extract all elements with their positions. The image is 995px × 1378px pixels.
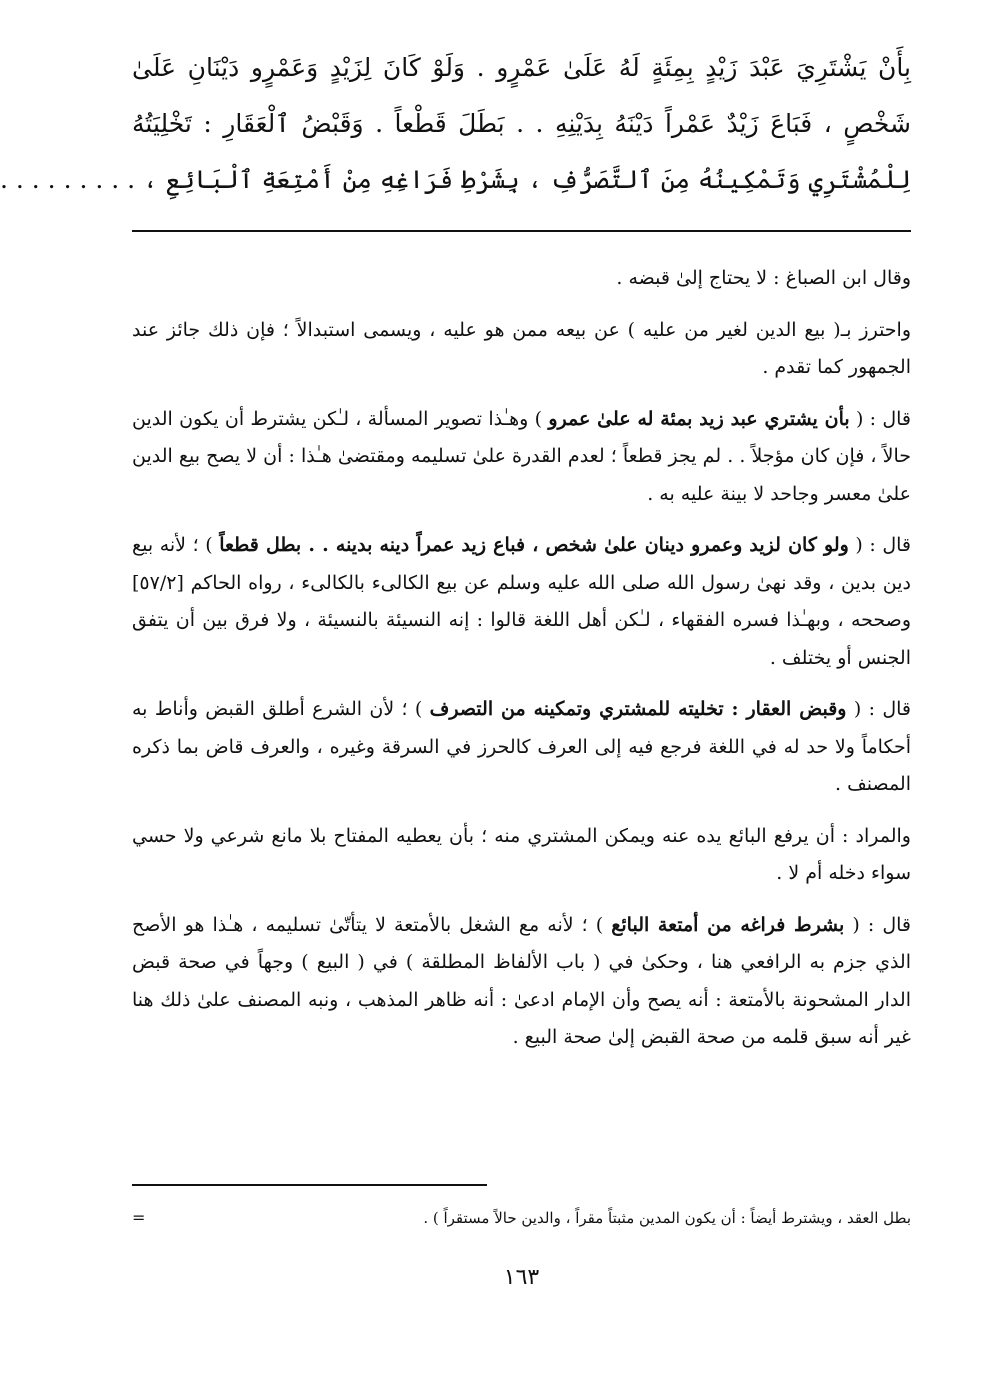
quote-lead: قال : ( bbox=[844, 913, 912, 936]
commentary-text: ) ؛ لأنه بيع دين بدين ، وقد نهىٰ رسول الله صلى الله عليه وسلم عن بيع الكالىء بالكالىء ، رواه الحاكم [٥٧/٢] وصححه ، وبهـٰذا فسره الفقهاء ، لـٰكن أهل اللغة قالوا : إنه النسيئة بالنسيئة ، ولا فرق بين أن يتفق الجنس أو يختلف . bbox=[132, 534, 911, 669]
sharh-paragraph-3 bbox=[132, 401, 911, 514]
sharh-paragraph-1 bbox=[132, 260, 911, 298]
footnote-text: بطل العقد ، ويشترط أيضاً : أن يكون المدين مثبتاً مقراً ، والدين حالاً مستقراً ) . bbox=[423, 1209, 911, 1227]
commentary-text: ) ؛ لأنه مع الشغل بالأمتعة لا يتأتّىٰ تسليمه ، هـٰذا هو الأصح الذي جزم به الرافعي هنا ، وحكىٰ في ( باب الألفاظ المطلقة ) في ( البيع ) وجهاً في صحة قبض الدار المشحونة بالأمتعة : أنه يصح وأن الإمام ادعىٰ : أنه ظاهر المذهب ، ونبه المصنف علىٰ ذلك هنا غير أنه سبق قلمه من صحة القبض إلىٰ صحة البيع . bbox=[132, 913, 911, 1048]
matn-quote: ولو كان لزيد وعمرو دينان علىٰ شخص ، فباع زيد عمراً دينه بدينه . . بطل قطعاً bbox=[219, 534, 849, 556]
sharh-paragraph-1-text: وقال ابن الصباغ : لا يحتاج إلىٰ قبضه . bbox=[616, 267, 911, 289]
matn-line-1: بِأَنْ يَشْتَرِيَ عَبْدَ زَيْدٍ بِمِئَةٍ لَهُ عَلَىٰ عَمْرٍو . وَلَوْ كَانَ لِزَيْدٍ وَعَمْرٍو دَيْنَانِ عَلَىٰ bbox=[132, 53, 911, 82]
sharh-paragraph-2-text: واحترز بـ( بيع الدين لغير من عليه ) عن بيعه ممن هو عليه ، ويسمى استبدالاً ؛ فإن ذلك جائز عند الجمهور كما تقدم . bbox=[132, 318, 911, 378]
matn-text bbox=[0, 40, 911, 208]
sharh-paragraph-6 bbox=[132, 818, 911, 893]
quote-lead: قال : ( bbox=[849, 407, 912, 430]
matn-separator-rule bbox=[132, 230, 911, 232]
sharh-paragraph-4 bbox=[132, 527, 911, 677]
footnote-separator-rule bbox=[132, 1184, 487, 1186]
page-content bbox=[0, 40, 912, 1071]
matn-quote: بأن يشتري عبد زيد بمئة له علىٰ عمرو bbox=[548, 407, 850, 430]
commentary-text: ) وهـٰذا تصوير المسألة ، لـٰكن يشترط أن يكون الدين حالاً ، فإن كان مؤجلاً . . لم يجز قطعاً ؛ لعدم القدرة علىٰ تسليمه ومقتضىٰ هـٰذا : أن لا يصح بيع الدين علىٰ معسر وجاحد لا بينة عليه به . bbox=[132, 407, 911, 505]
matn-quote: وقبض العقار : تخليته للمشتري وتمكينه من التصرف bbox=[429, 698, 847, 720]
quote-lead: قال : ( bbox=[848, 534, 912, 556]
page-number: ١٦٣ bbox=[503, 1265, 540, 1290]
sharh-paragraph-2 bbox=[132, 312, 911, 387]
matn-line-2: شَخْصٍ ، فَبَاعَ زَيْدٌ عَمْراً دَيْنَهُ بِدَيْنِهِ . . بَطَلَ قَطْعاً . وَقَبْضُ ٱلْعَقَارِ : تَخْلِيَتُهُ bbox=[132, 109, 911, 138]
footnote bbox=[132, 1206, 911, 1230]
matn-quote: بشرط فراغه من أمتعة البائع bbox=[611, 913, 845, 936]
sharh-paragraph-7 bbox=[132, 907, 911, 1057]
matn-line-3: لِلْمُشْتَرِي وَتَمْكِينُهُ مِنَ ٱلتَّصَرُّفِ ، بِشَرْطِ فَرَاغِهِ مِنْ أَمْتِعَةِ ٱلْبَائِعِ ، . . . . . . . . . bbox=[0, 165, 911, 194]
quote-lead: قال : ( bbox=[846, 698, 912, 720]
sharh-paragraph-6-text: والمراد : أن يرفع البائع يده عنه ويمكن المشتري منه ؛ بأن يعطيه المفتاح بلا مانع شرعي ولا حسي سواء دخله أم لا . bbox=[132, 824, 911, 884]
sharh-commentary bbox=[132, 260, 911, 1057]
commentary-text: ) ؛ لأن الشرع أطلق القبض وأناط به أحكاماً ولا حد له في اللغة فرجع فيه إلى العرف كالحرز في السرقة وغيره ، والعرف قاض بما ذكره المصنف . bbox=[132, 698, 911, 795]
footnote-continuation-mark: = bbox=[132, 1208, 146, 1227]
sharh-paragraph-5 bbox=[132, 691, 911, 804]
